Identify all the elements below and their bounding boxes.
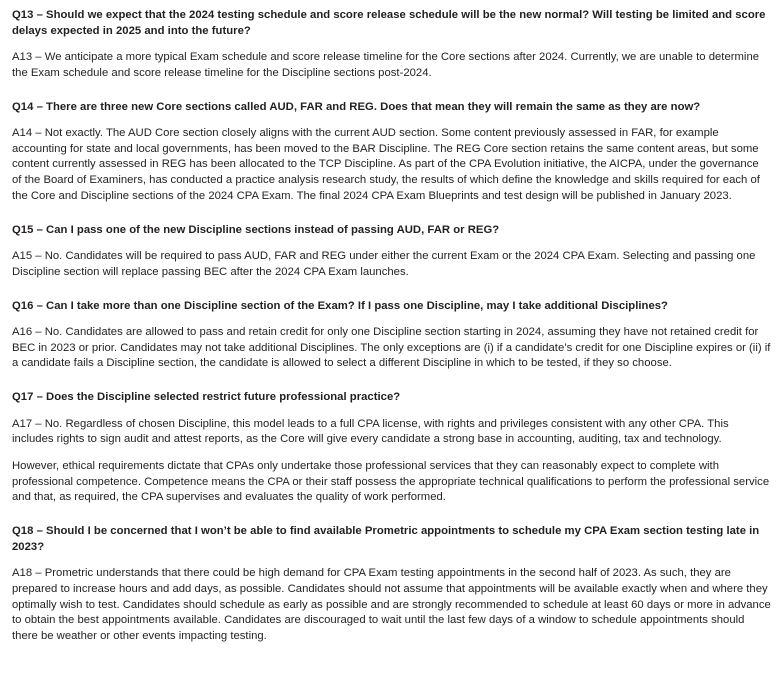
faq-entry: [12, 390, 771, 506]
faq-entry: [12, 100, 771, 205]
faq-question: Q18 – Should I be concerned that I won’t be able to find available Prometric appointments to schedule my CPA Exam section testing late in 2023?: [12, 525, 760, 553]
faq-answer-paragraph: A18 – Prometric understands that there could be high demand for CPA Exam testing appointments in the second half of 2023. As such, they are prepared to increase hours and add days, as possible. Candidates should not assume that appointments will be available exactly when and where they optimally wish to test. Candidates should schedule as early as possible and are strongly recommended to schedule at least 60 days or more in advance to obtain the best appointments available. Candidates are discouraged to wait until the last few days of a window to schedule appointments should there be weather or other events impacting testing.: [12, 567, 771, 643]
faq-question: Q15 – Can I pass one of the new Discipline sections instead of passing AUD, FAR or REG?: [12, 223, 500, 236]
faq-question: Q14 – There are three new Core sections called AUD, FAR and REG. Does that mean they will remain the same as they are now?: [12, 100, 701, 113]
faq-question: Q16 – Can I take more than one Discipline section of the Exam? If I pass one Discipline, may I take additional Disciplines?: [12, 299, 668, 312]
faq-answer: [12, 417, 771, 506]
faq-entry: [12, 524, 771, 645]
faq-answer: [12, 249, 771, 280]
faq-answer: [12, 325, 771, 372]
faq-answer-paragraph: A17 – No. Regardless of chosen Discipline, this model leads to a full CPA license, with rights and privileges consistent with any other CPA. This includes rights to sign audit and attest reports, as the Core will give every candidate a strong base in accounting, auditing, tax and technology.: [12, 417, 729, 446]
faq-answer: [12, 566, 771, 644]
faq-answer-paragraph: A16 – No. Candidates are allowed to pass and retain credit for only one Discipline section starting in 2024, assuming they have not retained credit for BEC in 2023 or prior. Candidates may not take additional Disciplines. The only exceptions are (i) if a candidate’s credit for one Discipline expires or (ii) if a candidate fails a Discipline section, the candidate is allowed to select a different Discipline in which to be tested, if they so choose.: [12, 326, 771, 370]
faq-answer: [12, 126, 771, 204]
faq-answer-paragraph: A14 – Not exactly. The AUD Core section closely aligns with the current AUD section. Some content previously assessed in FAR, for example accounting for state and local governments, has been moved to the BAR Discipline. The REG Core section retains the same content areas, but some content currently assessed in REG has been allocated to the TCP Discipline. As part of the CPA Evolution initiative, the AICPA, under the governance of the Board of Examiners, has conducted a practice analysis research study, the results of which define the knowledge and skills required for each of the Core and Discipline sections of the 2024 CPA Exam. The final 2024 CPA Exam Blueprints and test design will be published in January 2023.: [12, 127, 760, 202]
faq-answer: [12, 50, 771, 81]
faq-answer-paragraph: A13 – We anticipate a more typical Exam schedule and score release timeline for the Core sections after 2024. Currently, we are unable to determine the Exam schedule and score release timeline for the Discipline sections post-2024.: [12, 51, 760, 79]
faq-question: Q13 – Should we expect that the 2024 testing schedule and score release schedule will be the new normal? Will testing be limited and score delays expected in 2025 and into the future?: [12, 9, 766, 37]
faq-answer-paragraph: However, ethical requirements dictate that CPAs only undertake those professional services that they can reasonably expect to complete with professional competence. Competence means the CPA or their staff possess the appropriate technical qualifications to perform the professional service and that, as required, the CPA supervises and evaluates the quality of work performed.: [12, 460, 770, 504]
faq-entry: [12, 8, 771, 82]
faq-question: Q17 – Does the Discipline selected restrict future professional practice?: [12, 391, 401, 404]
faq-answer-paragraph: A15 – No. Candidates will be required to pass AUD, FAR and REG under either the current Exam or the 2024 CPA Exam. Selecting and passing one Discipline section will replace passing BEC after the 2024 CPA Exam launches.: [12, 250, 756, 278]
faq-entry: [12, 299, 771, 373]
faq-entry: [12, 223, 771, 281]
